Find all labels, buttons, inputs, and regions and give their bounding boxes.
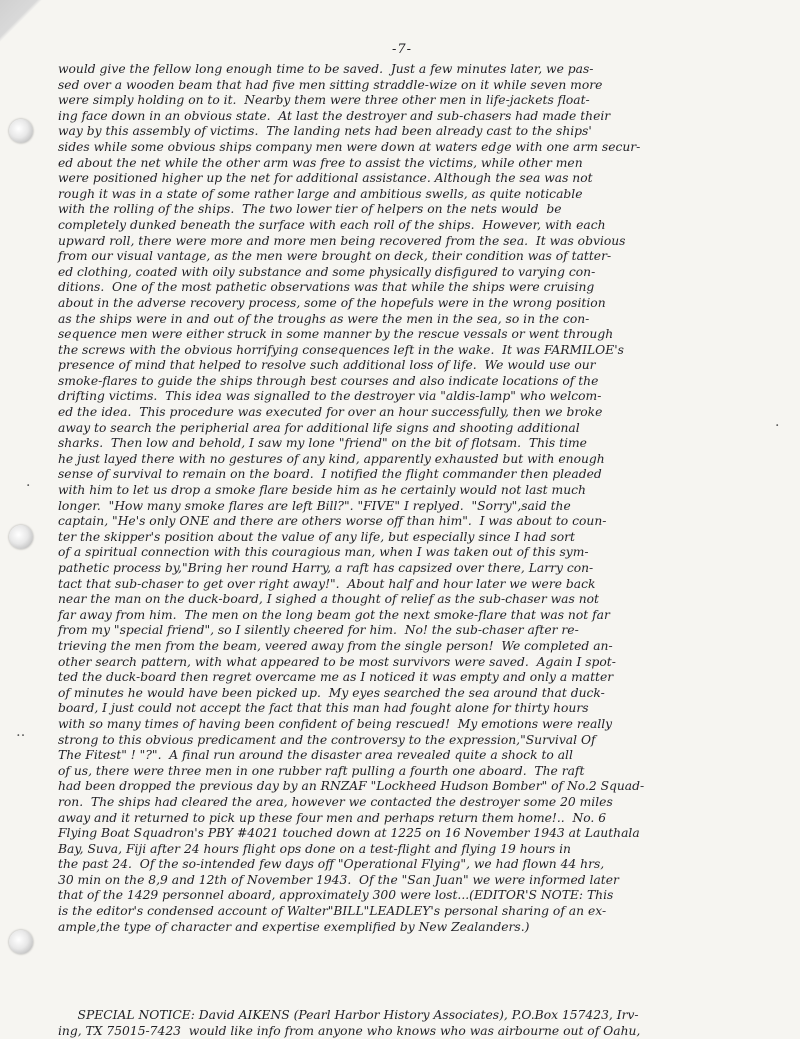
- text-line: the screws with the obvious horrifying consequences left in the wake. It was FARMILOE's: [58, 342, 624, 357]
- text-line: drifting victims. This idea was signalled to the destroyer via "aldis-lamp" who welcom-: [58, 389, 602, 404]
- margin-mark: ·: [775, 418, 780, 434]
- text-line: rough it was in a state of some rather large and ambitious swells, as quite noticable: [58, 186, 583, 201]
- text-line: longer. "How many smoke flares are left Bill?". "FIVE" I replyed. "Sorry",said the: [58, 498, 571, 513]
- folded-corner: [0, 0, 110, 70]
- text-line: captain, "He's only ONE and there are others worse off than him". I was about to coun-: [58, 514, 607, 529]
- text-line: tact that sub-chaser to get over right away!". About half and hour later we were back: [58, 576, 596, 591]
- text-line: ed about the net while the other arm was free to assist the victims, while other men: [58, 155, 583, 170]
- page-number: -7-: [392, 42, 413, 57]
- text-line: of us, there were three men in one rubber raft pulling a fourth one aboard. The raft: [58, 763, 585, 778]
- text-line: 30 min on the 8,9 and 12th of November 1943. Of the "San Juan" we were informed later: [58, 872, 619, 887]
- text-line: away to search the peripherial area for additional life signs and shooting additional: [58, 420, 580, 435]
- text-line: from our visual vantage, as the men were brought on deck, their condition was of tatter-: [58, 249, 612, 264]
- special-notice-line: SPECIAL NOTICE: David AIKENS (Pearl Harbor History Associates), P.O.Box 157423, Irv-: [58, 1008, 639, 1022]
- text-line: upward roll, there were more and more men being recovered from the sea. It was obvious: [58, 233, 626, 248]
- article-body: [58, 62, 780, 935]
- text-line: ter the skipper's position about the value of any life, but especially since I had sort: [58, 529, 575, 544]
- text-line: of minutes he would have been picked up. My eyes searched the sea around that duck-: [58, 685, 605, 700]
- text-line: sides while some obvious ships company men were down at waters edge with one arm secur-: [58, 139, 641, 154]
- text-line: pathetic process by,"Bring her round Harry, a raft has capsized over there, Larry con-: [58, 561, 594, 575]
- text-line: were simply holding on to it. Nearby them were three other men in life-jackets float-: [58, 93, 590, 108]
- text-line: board, I just could not accept the fact that this man had fought alone for thirty hours: [58, 701, 589, 716]
- text-line: ing face down in an obvious state. At last the destroyer and sub-chasers had made their: [58, 108, 611, 123]
- text-line: sense of survival to remain on the board. I notified the flight commander then pleaded: [58, 467, 602, 482]
- text-line: he just layed there with no gestures of any kind, apparently exhausted but with enough: [58, 451, 605, 466]
- text-line: ron. The ships had cleared the area, however we contacted the destroyer some 20 miles: [58, 794, 613, 809]
- text-line: of a spiritual connection with this couragious man, when I was taken out of this sym-: [58, 545, 589, 560]
- text-line: Bay, Suva, Fiji after 24 hours flight ops done on a test-flight and flying 19 hours in: [58, 841, 571, 856]
- text-line: presence of mind that helped to resolve such additional loss of life. We would use our: [58, 358, 596, 373]
- margin-mark: ‥: [16, 724, 26, 740]
- text-line: ted the duck-board then regret overcame me as I noticed it was empty and only a matter: [58, 670, 614, 685]
- margin-mark: ·: [26, 478, 31, 494]
- text-line: completely dunked beneath the surface with each roll of the ships. However, with each: [58, 217, 606, 232]
- text-line: were positioned higher up the net for additional assistance. Although the sea was not: [58, 171, 593, 186]
- text-line: that of the 1429 personnel aboard, approximately 300 were lost...(EDITOR'S NOTE: This: [58, 888, 614, 903]
- binder-hole-icon: [9, 930, 33, 954]
- text-line: sed over a wooden beam that had five men sitting straddle-wize on it while seven more: [58, 77, 603, 92]
- text-line: smoke-flares to guide the ships through best courses and also indicate locations of the: [58, 373, 599, 388]
- text-line: the past 24. Of the so-intended few days off "Operational Flying", we had flown 44 hrs,: [58, 857, 605, 872]
- text-line: way by this assembly of victims. The landing nets had been already cast to the ships': [58, 124, 592, 139]
- text-line: is the editor's condensed account of Walter"BILL"LEADLEY's personal sharing of an ex-: [58, 904, 607, 919]
- text-line: would give the fellow long enough time to be saved. Just a few minutes later, we pas-: [58, 62, 594, 76]
- text-line: trieving the men from the beam, veered away from the single person! We completed an-: [58, 638, 613, 653]
- text-line: Flying Boat Squadron's PBY #4021 touched down at 1225 on 16 November 1943 at Lauthala: [58, 826, 640, 841]
- text-line: ample,the type of character and expertise exemplified by New Zealanders.): [58, 919, 530, 934]
- text-line: The Fitest" ! "?". A final run around the disaster area revealed quite a shock to all: [58, 748, 573, 763]
- text-line: near the man on the duck-board, I sighed a thought of relief as the sub-chaser was not: [58, 592, 599, 607]
- text-line: with him to let us drop a smoke flare beside him as he certainly would not last much: [58, 483, 586, 498]
- text-line: from my "special friend", so I silently cheered for him. No! the sub-chaser after re-: [58, 623, 579, 638]
- text-line: about in the adverse recovery process, some of the hopefuls were in the wrong position: [58, 295, 606, 310]
- binder-hole-icon: [9, 525, 33, 549]
- text-line: strong to this obvious predicament and the controversy to the expression,"Survival Of: [58, 732, 596, 747]
- text-line: sequence men were either struck in some manner by the rescue vessals or went through: [58, 327, 614, 342]
- text-line: sharks. Then low and behold, I saw my lone "friend" on the bit of flotsam. This time: [58, 436, 587, 451]
- text-line: as the ships were in and out of the troughs as were the men in the sea, so in the con-: [58, 311, 590, 326]
- text-line: had been dropped the previous day by an RNZAF "Lockheed Hudson Bomber" of No.2 Squad-: [58, 779, 645, 794]
- text-line: ed clothing, coated with oily substance and some physically disfigured to varying con-: [58, 264, 596, 279]
- text-line: other search pattern, with what appeared to be most survivors were saved. Again I spot-: [58, 654, 616, 669]
- text-line: ditions. One of the most pathetic observations was that while the ships were cruising: [58, 280, 595, 295]
- special-notice-line: ing, TX 75015-7423 would like info from anyone who knows who was airbourne out of Oahu,: [58, 1023, 641, 1038]
- text-line: with so many times of having been confident of being rescued! My emotions were really: [58, 716, 613, 731]
- special-notice: [58, 1008, 780, 1039]
- text-line: away and it returned to pick up these four men and perhaps return them home!.. No. 6: [58, 810, 607, 825]
- text-line: with the rolling of the ships. The two lower tier of helpers on the nets would be: [58, 202, 562, 217]
- binder-hole-icon: [9, 119, 33, 143]
- text-line: far away from him. The men on the long beam got the next smoke-flare that was not far: [58, 607, 610, 622]
- text-line: ed the idea. This procedure was executed for over an hour successfully, then we broke: [58, 405, 603, 420]
